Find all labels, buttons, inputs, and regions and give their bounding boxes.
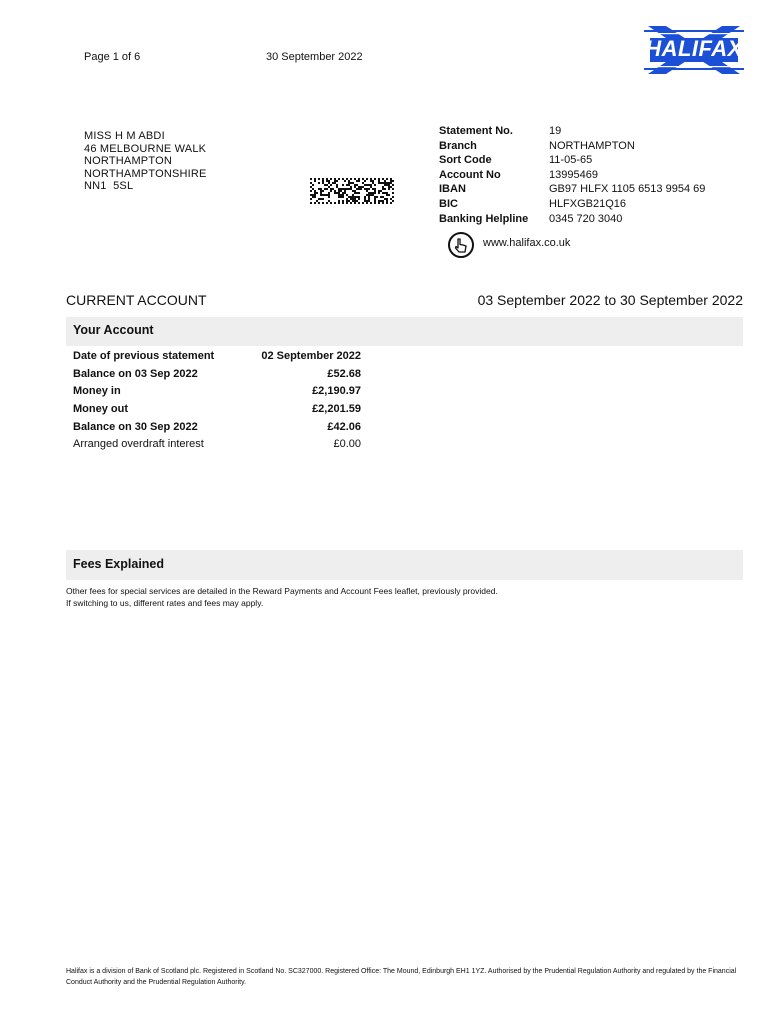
info-label: IBAN [439,183,466,196]
summary-value: £2,201.59 [312,403,361,416]
info-label: BIC [439,197,458,210]
address-line: NORTHAMPTONSHIRE [84,167,207,180]
info-label: Sort Code [439,154,492,167]
summary-row [73,348,361,366]
statement-info [439,124,739,226]
summary-row [73,383,361,401]
summary-row [73,436,361,454]
statement-date: 30 September 2022 [266,51,363,63]
legal-footer: Halifax is a division of Bank of Scotland plc. Registered in Scotland No. SC327000. Registered Office: The Mound, Edinburgh EH1 1YZ. Authorised by the Prudential Regulation Authority and regulated by the Financial Conduct Authority and the Prudential Regulation Authority. [66,968,737,986]
address-line: 46 MELBOURNE WALK [84,142,207,155]
info-row-bic [439,197,739,212]
fees-line: Other fees for special services are detailed in the Reward Payments and Account Fees leaflet, previously provided. [66,586,498,596]
info-value: 11-05-65 [549,154,593,167]
info-value: 13995469 [549,168,598,181]
summary-label: Balance on 03 Sep 2022 [73,367,198,380]
pointer-hand-icon [447,231,475,259]
address-line: MISS H M ABDI [84,130,165,142]
summary-value: £42.06 [327,420,361,433]
info-row-branch [439,139,739,154]
summary-label: Date of previous statement [73,350,215,362]
info-label: Banking Helpline [439,212,529,225]
info-label: Branch [439,139,477,152]
fees-text [66,585,498,609]
fees-heading: Fees Explained [73,557,165,571]
summary-label: Money out [73,403,128,416]
info-row-statement-no [439,124,739,139]
customer-address [84,130,207,193]
postal-barcode [310,178,394,204]
summary-row [73,401,361,419]
your-account-bar [66,317,743,346]
fees-line: If switching to us, different rates and fees may apply. [66,598,264,608]
address-line: NN1 5SL [84,180,134,192]
summary-value: £2,190.97 [312,385,361,398]
info-value: GB97 HLFX 1105 6513 9954 69 [549,183,706,196]
info-row-helpline [439,212,739,227]
summary-label: Balance on 30 Sep 2022 [73,420,198,433]
account-summary [73,348,361,454]
summary-value: 02 September 2022 [261,350,361,362]
info-row-iban [439,182,739,197]
info-value: NORTHAMPTON [549,139,635,152]
info-row-sort-code [439,153,739,168]
page-number: Page 1 of 6 [84,51,141,63]
fees-explained-bar [66,550,743,580]
info-value: HLFXGB21Q16 [549,197,627,210]
summary-value: £52.68 [327,367,361,380]
summary-row [73,366,361,384]
statement-period: 03 September 2022 to 30 September 2022 [477,292,743,308]
info-value: 19 [549,125,562,137]
account-type-title: CURRENT ACCOUNT [66,292,207,308]
summary-value: £0.00 [333,438,361,451]
info-value: 0345 720 3040 [549,212,623,225]
address-line: NORTHAMPTON [84,155,172,167]
info-label: Statement No. [439,125,513,137]
info-row-account-no [439,168,739,183]
logo-wordmark: HALIFAX [645,36,743,61]
your-account-heading: Your Account [73,323,154,337]
website-link[interactable]: www.halifax.co.uk [483,237,571,249]
summary-label: Arranged overdraft interest [73,438,204,451]
summary-label: Money in [73,385,121,398]
info-label: Account No [439,168,501,181]
halifax-logo [644,24,744,76]
summary-row [73,419,361,437]
